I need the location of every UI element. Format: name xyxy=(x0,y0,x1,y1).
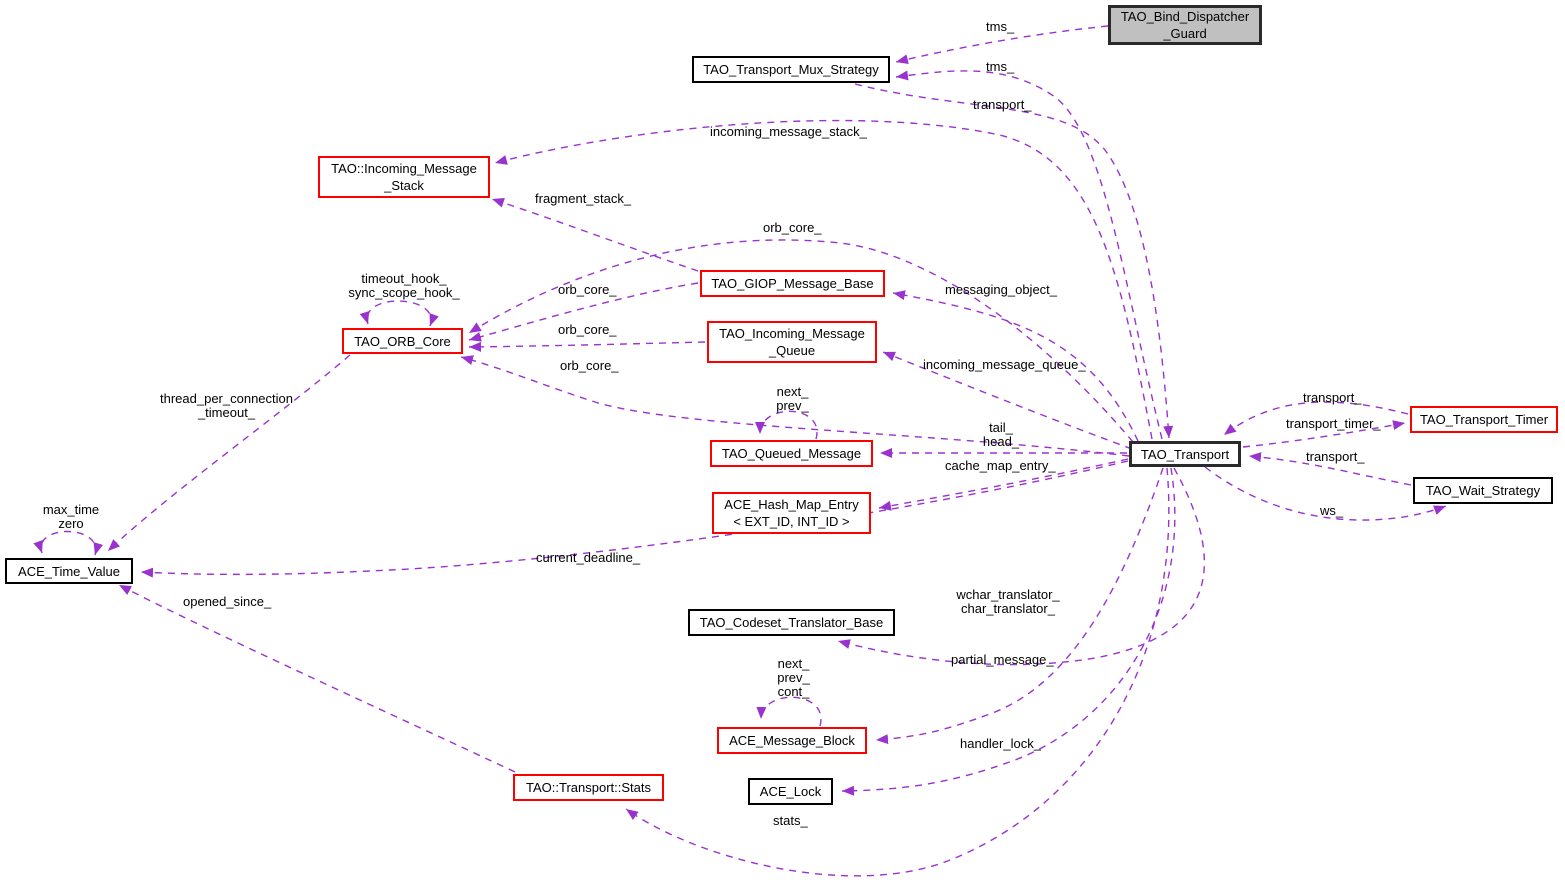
edge-label-partial-message: partial_message_ xyxy=(951,652,1054,667)
node-tao-bind-dispatcher-guard[interactable] xyxy=(1108,5,1262,45)
edge-label-incoming-message-stack: incoming_message_stack_ xyxy=(710,124,867,139)
node-ace-message-block[interactable] xyxy=(717,727,867,754)
edge-thread-timeout xyxy=(108,355,350,551)
node-label: TAO_Bind_Dispatcher xyxy=(1120,9,1250,24)
node-label: ACE_Time_Value xyxy=(18,563,120,579)
node-label: TAO_Transport_Timer xyxy=(1419,412,1549,427)
edge-label-stats: stats_ xyxy=(773,813,808,828)
edge-label-transport-to-mux: transport_ xyxy=(973,97,1032,112)
edge-stats xyxy=(626,468,1169,876)
edge-label-orb-core-top: orb_core_ xyxy=(763,220,822,235)
node-tao-transport-mux-strategy[interactable] xyxy=(692,56,890,83)
edge-label-messaging-object: messaging_object_ xyxy=(945,282,1058,297)
node-label: ACE_Lock xyxy=(759,784,822,799)
edge-label-ws: ws_ xyxy=(1320,503,1344,518)
edge-label-line: sync_scope_hook_ xyxy=(348,285,460,300)
edge-label-queued-self xyxy=(770,385,815,413)
edge-label-line: cont_ xyxy=(777,684,810,699)
node-label: TAO_Transport xyxy=(1140,446,1230,462)
edge-label-tail-head xyxy=(978,421,1024,449)
edge-orb-self-loop xyxy=(367,301,431,326)
edge-label-line: max_time xyxy=(42,502,100,517)
edge-label-cache-map-entry: cache_map_entry_ xyxy=(945,458,1056,473)
node-label: TAO_Transport_Mux_Strategy xyxy=(703,62,879,77)
edge-block-self-loop xyxy=(761,697,821,726)
edge-orb-core-queue xyxy=(469,342,705,347)
node-tao-giop-message-base[interactable] xyxy=(700,270,885,297)
edge-label-orb-core-mid2: orb_core_ xyxy=(558,322,617,337)
edge-transport-tms xyxy=(896,71,1162,439)
node-ace-lock[interactable] xyxy=(748,778,833,805)
node-label: TAO_Incoming_Message xyxy=(719,326,865,341)
node-label: TAO_Codeset_Translator_Base xyxy=(699,615,884,630)
edge-label-handler-lock: handler_lock_ xyxy=(960,736,1041,751)
node-tao-codeset-translator-base[interactable] xyxy=(688,609,895,636)
edge-label-line: wchar_translator_ xyxy=(956,587,1060,602)
edge-label-translators xyxy=(950,588,1066,616)
node-ace-hash-map-entry[interactable] xyxy=(712,492,871,534)
edge-label-block-self xyxy=(771,657,816,699)
node-label: TAO_ORB_Core xyxy=(354,333,451,349)
edge-label-transport-from-timer: transport_ xyxy=(1303,390,1362,405)
node-ace-time-value[interactable] xyxy=(5,558,133,584)
edge-label-tms-1: tms_ xyxy=(986,19,1015,34)
edge-label-line: _timeout_ xyxy=(197,405,256,420)
edge-label-orb-core-bottom: orb_core_ xyxy=(560,358,619,373)
edge-label-line: prev_ xyxy=(777,670,810,685)
edge-label-max-time-zero xyxy=(40,503,102,531)
node-label: TAO_Queued_Message xyxy=(721,446,862,461)
node-label: TAO_Wait_Strategy xyxy=(1425,483,1541,498)
node-tao-transport-timer[interactable] xyxy=(1410,406,1558,433)
edge-label-line: thread_per_connection xyxy=(160,391,293,406)
edge-label-fragment-stack: fragment_stack_ xyxy=(535,191,632,206)
edge-label-line: prev_ xyxy=(776,398,809,413)
node-tao-transport xyxy=(1129,441,1241,467)
node-tao-orb-core[interactable] xyxy=(342,328,463,354)
edge-label-transport-timer: transport_timer_ xyxy=(1286,416,1381,431)
edge-label-line: next_ xyxy=(776,384,809,399)
edge-label-line: char_translator_ xyxy=(961,601,1055,616)
edge-label-current-deadline: current_deadline_ xyxy=(536,550,641,565)
node-label: ACE_Hash_Map_Entry xyxy=(724,497,859,512)
edge-label-hooks xyxy=(344,272,464,300)
node-label: _Stack xyxy=(384,178,424,193)
node-tao-incoming-message-queue[interactable] xyxy=(707,321,877,363)
node-label: _Guard xyxy=(1163,26,1207,41)
edge-label-tms-2: tms_ xyxy=(986,59,1015,74)
edge-label-line: tail_ xyxy=(989,420,1013,435)
edge-queued-self-loop xyxy=(760,411,817,439)
node-tao-queued-message[interactable] xyxy=(710,440,873,467)
edge-label-transport-from-wait: transport_ xyxy=(1306,449,1365,464)
edge-time-self-loop xyxy=(41,531,96,555)
node-label: TAO_GIOP_Message_Base xyxy=(711,276,874,291)
node-tao-incoming-message-stack[interactable] xyxy=(318,156,490,198)
node-label: TAO::Transport::Stats xyxy=(526,780,651,795)
edge-label-line: head_ xyxy=(982,434,1020,449)
node-label: < EXT_ID, INT_ID > xyxy=(733,514,850,529)
node-tao-transport-stats[interactable] xyxy=(513,774,664,801)
node-label: TAO::Incoming_Message xyxy=(331,161,477,176)
node-label: _Queue xyxy=(768,343,816,358)
edge-label-line: timeout_hook_ xyxy=(361,271,447,286)
edge-label-line: zero xyxy=(58,516,84,531)
node-label: ACE_Message_Block xyxy=(729,733,855,748)
edge-label-orb-core-mid1: orb_core_ xyxy=(558,282,617,297)
edge-fragment-stack xyxy=(492,199,698,271)
node-tao-wait-strategy[interactable] xyxy=(1413,477,1553,504)
edge-label-thread-timeout xyxy=(160,392,293,420)
edge-opened-since xyxy=(119,585,515,772)
edge-label-opened-since: opened_since_ xyxy=(183,594,272,609)
edge-label-incoming-message-queue: incoming_message_queue_ xyxy=(923,357,1086,372)
edge-label-line: next_ xyxy=(777,656,810,671)
